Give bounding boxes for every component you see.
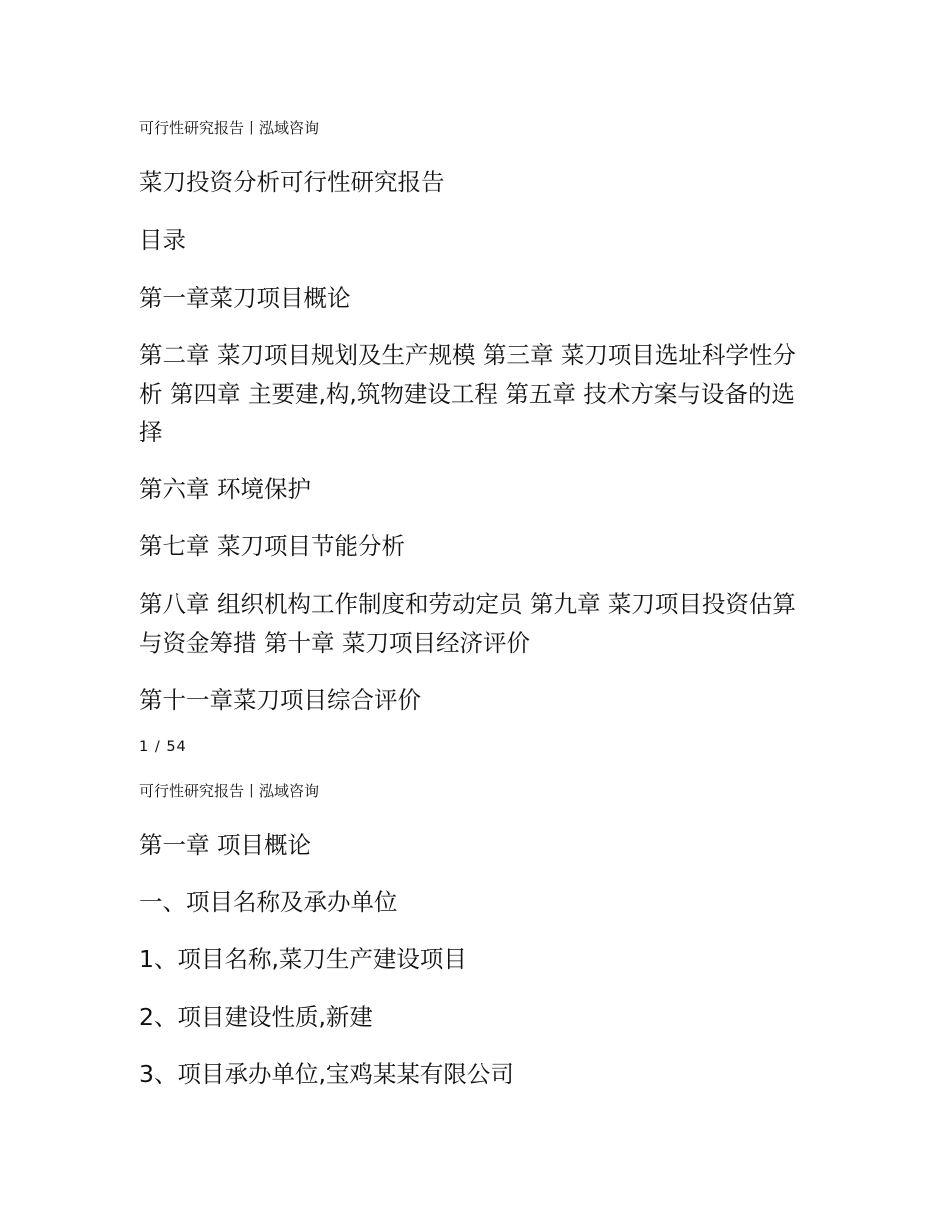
list-item: 3、项目承办单位,宝鸡某某有限公司	[139, 1060, 514, 1088]
page-number: 1 / 54	[139, 739, 187, 755]
toc-heading: 目录	[139, 226, 186, 254]
page-header: 可行性研究报告丨泓域咨询	[139, 782, 320, 800]
list-item: 1、项目名称,菜刀生产建设项目	[139, 945, 467, 973]
chapter-title: 第一章 项目概论	[139, 831, 311, 859]
toc-entry: 第十一章菜刀项目综合评价	[139, 686, 421, 714]
page-header: 可行性研究报告丨泓域咨询	[139, 119, 320, 137]
toc-entry: 第一章菜刀项目概论	[139, 284, 351, 312]
document-title: 菜刀投资分析可行性研究报告	[139, 168, 445, 196]
toc-entry: 第七章 菜刀项目节能分析	[139, 532, 405, 560]
toc-entry: 第六章 环境保护	[139, 475, 311, 503]
list-item: 2、项目建设性质,新建	[139, 1003, 373, 1031]
toc-entry: 第二章 菜刀项目规划及生产规模 第三章 菜刀项目选址科学性分析 第四章 主要建,构,筑物建设工程 第五章 技术方案与设备的选择	[139, 341, 796, 446]
toc-entry: 第八章 组织机构工作制度和劳动定员 第九章 菜刀项目投资估算与资金筹措 第十章 菜刀项目经济评价	[139, 590, 796, 657]
section-title: 一、项目名称及承办单位	[139, 888, 398, 916]
